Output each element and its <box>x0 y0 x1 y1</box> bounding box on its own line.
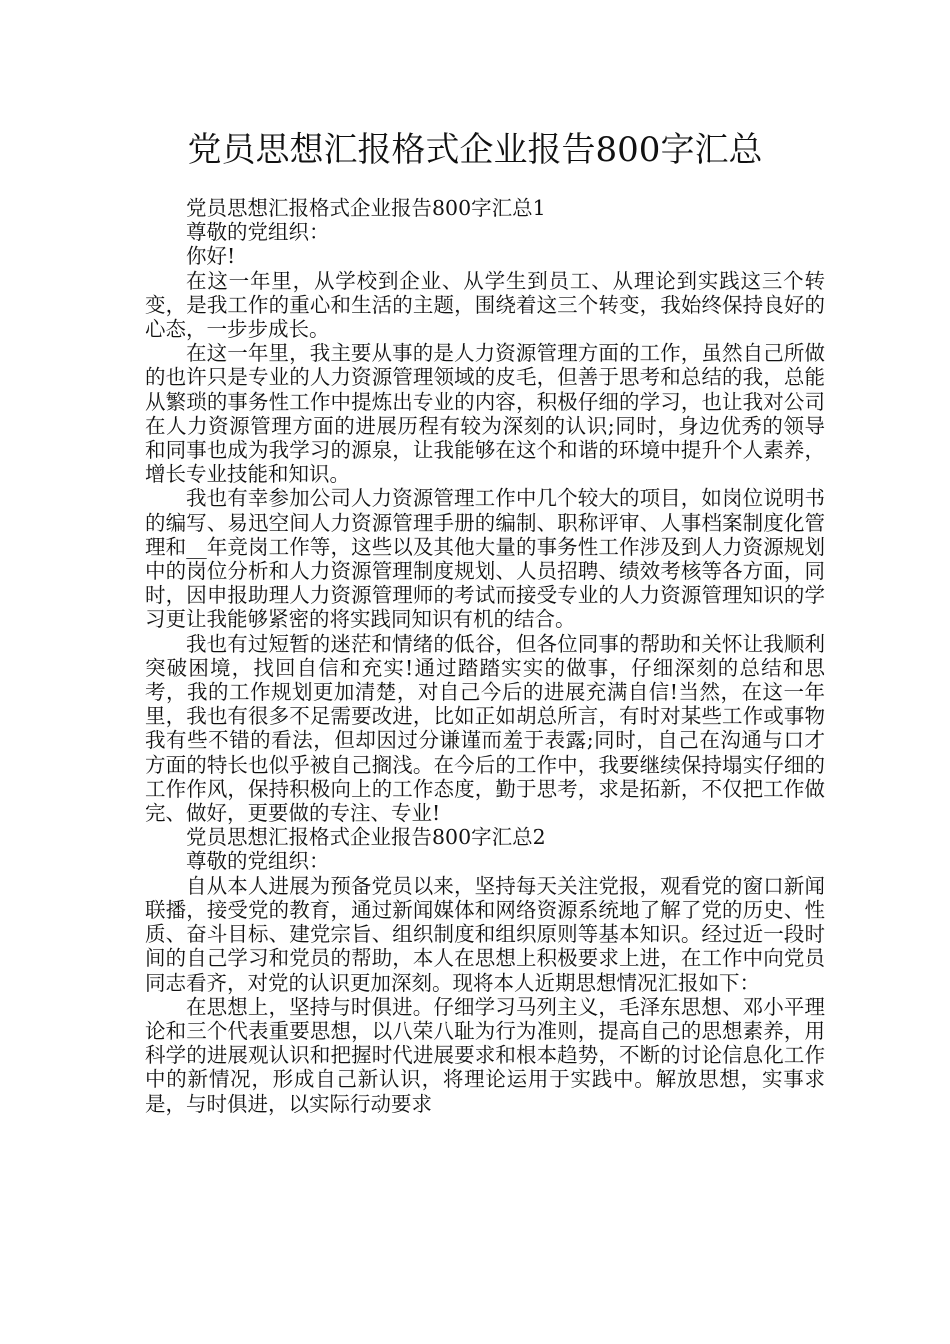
body-paragraph: 在这一年里，我主要从事的是人力资源管理方面的工作，虽然自己所做的也许只是专业的人力资源管理领域的皮毛，但善于思考和总结的我，总能从繁琐的事务性工作中提炼出专业的内容，积极仔细的学习，也让我对公司在人力资源管理方面的进展历程有较为深刻的认识;同时，身边优秀的领导和同事也成为我学习的源泉，让我能够在这个和谐的环境中提升个人素养，增长专业技能和知识。 <box>145 341 825 487</box>
body-paragraph: 我也有过短暂的迷茫和情绪的低谷，但各位同事的帮助和关怀让我顺利突破困境，找回自信和充实!通过踏踏实实的做事，仔细深刻的总结和思考，我的工作规划更加清楚，对自己今后的进展充满自信!当然，在这一年里，我也有很多不足需要改进，比如正如胡总所言，有时对某些工作或事物我有些不错的看法，但却因过分谦谨而羞于表露;同时，自己在沟通与口才方面的特长也似乎被自己搁浅。在今后的工作中，我要继续保持塌实仔细的工作作风，保持积极向上的工作态度，勤于思考，求是拓新，不仅把工作做完、做好，更要做的专注、专业! <box>145 631 825 826</box>
section-heading-2: 党员思想汇报格式企业报告800字汇总2 <box>186 825 546 850</box>
body-paragraph: 我也有幸参加公司人力资源管理工作中几个较大的项目，如岗位说明书的编写、易迅空间人力资源管理手册的编制、职称评审、人事档案制度化管理和__年竞岗工作等，这些以及其他大量的事务性工作涉及到人力资源规划中的岗位分析和人力资源管理制度规划、人员招聘、绩效考核等各方面，同时，因申报助理人力资源管理师的考试而接受专业的人力资源管理知识的学习更让我能够紧密的将实践同知识有机的结合。 <box>145 486 825 632</box>
section-heading-1: 党员思想汇报格式企业报告800字汇总1 <box>186 196 546 220</box>
document-body <box>145 196 825 1116</box>
greeting: 你好! <box>186 244 236 269</box>
salutation: 尊敬的党组织： <box>186 220 330 245</box>
document-title: 党员思想汇报格式企业报告800字汇总 <box>187 130 763 170</box>
body-paragraph: 自从本人进展为预备党员以来，坚持每天关注党报，观看党的窗口新闻联播，接受党的教育，通过新闻媒体和网络资源系统地了解了党的历史、性质、奋斗目标、建党宗旨、组织制度和组织原则等基本知识。经过近一段时间的自己学习和党员的帮助，本人在思想上积极要求上进，在工作中向党员同志看齐，对党的认识更加深刻。现将本人近期思想情况汇报如下： <box>145 873 825 995</box>
body-paragraph: 在思想上，坚持与时俱进。仔细学习马列主义，毛泽东思想、邓小平理论和三个代表重要思想，以八荣八耻为行为准则，提高自己的思想素养，用科学的进展观认识和把握时代进展要求和根本趋势，不断的讨论信息化工作中的新情况，形成自己新认识，将理论运用于实践中。解放思想，实事求是，与时俱进，以实际行动要求 <box>145 994 825 1116</box>
salutation: 尊敬的党组织： <box>186 849 330 874</box>
body-paragraph: 在这一年里，从学校到企业、从学生到员工、从理论到实践这三个转变，是我工作的重心和生活的主题，围绕着这三个转变，我始终保持良好的心态，一步步成长。 <box>145 268 825 342</box>
